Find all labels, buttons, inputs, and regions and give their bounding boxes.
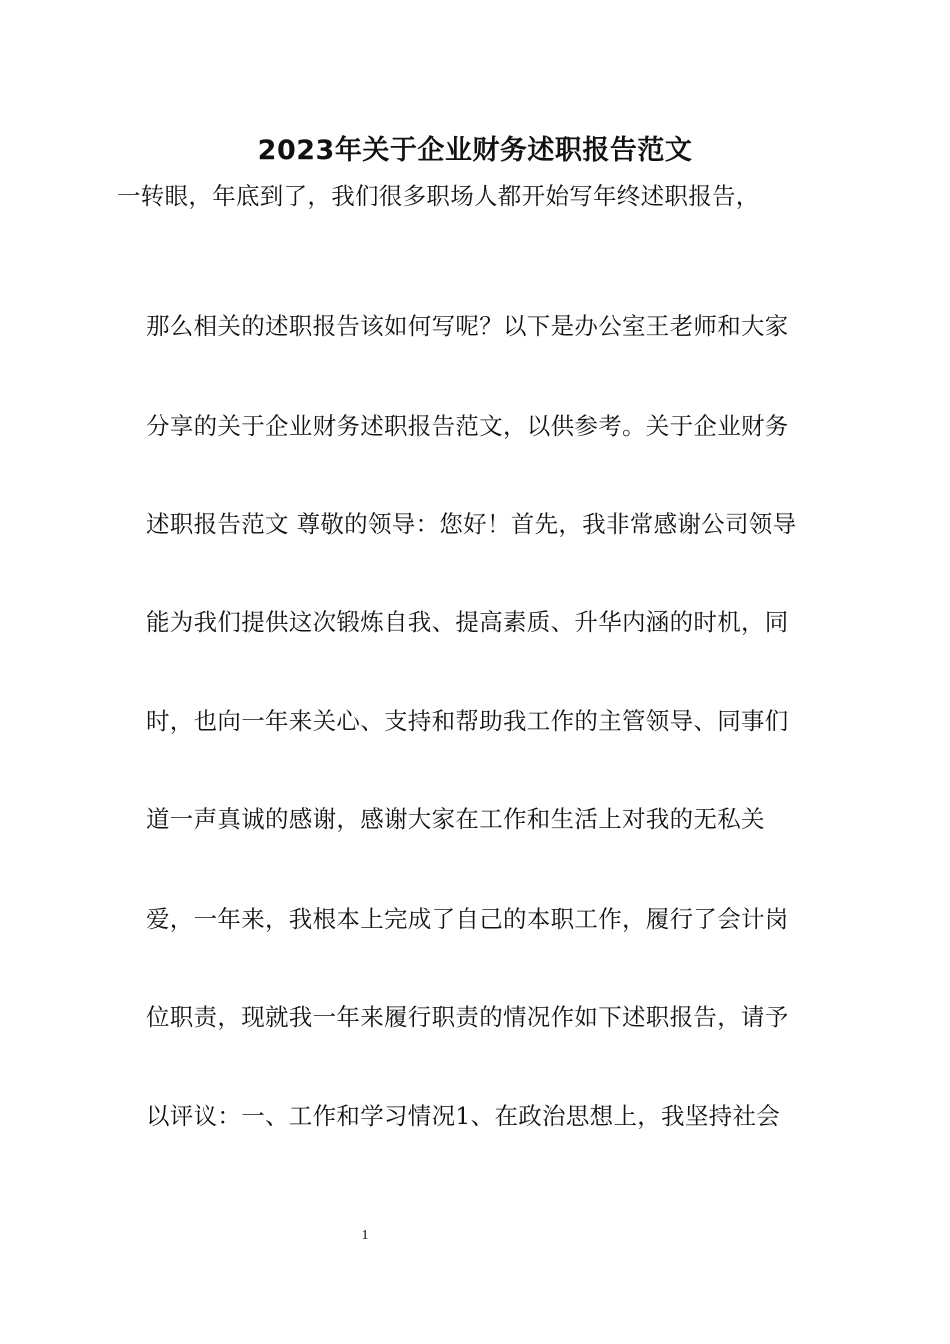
body-line: 述职报告范文 尊敬的领导：您好！首先，我非常感谢公司领导 — [146, 510, 797, 538]
body-line: 那么相关的述职报告该如何写呢？以下是办公室王老师和大家 — [146, 312, 789, 340]
body-line: 一转眼，年底到了，我们很多职场人都开始写年终述职报告， — [117, 182, 760, 210]
body-line: 分享的关于企业财务述职报告范文，以供参考。关于企业财务 — [146, 412, 789, 440]
body-line: 位职责，现就我一年来履行职责的情况作如下述职报告，请予 — [146, 1003, 789, 1031]
body-line: 道一声真诚的感谢，感谢大家在工作和生活上对我的无私关 — [146, 805, 765, 833]
document-title: 2023年关于企业财务述职报告范文 — [257, 135, 693, 166]
body-line: 时，也向一年来关心、支持和帮助我工作的主管领导、同事们 — [146, 707, 789, 735]
page-number: 1 — [361, 1228, 369, 1243]
body-line: 爱，一年来，我根本上完成了自己的本职工作，履行了会计岗 — [146, 905, 789, 933]
body-line: 能为我们提供这次锻炼自我、提高素质、升华内涵的时机，同 — [146, 608, 789, 636]
body-line: 以评议：一、工作和学习情况1、在政治思想上，我坚持社会 — [146, 1102, 781, 1130]
